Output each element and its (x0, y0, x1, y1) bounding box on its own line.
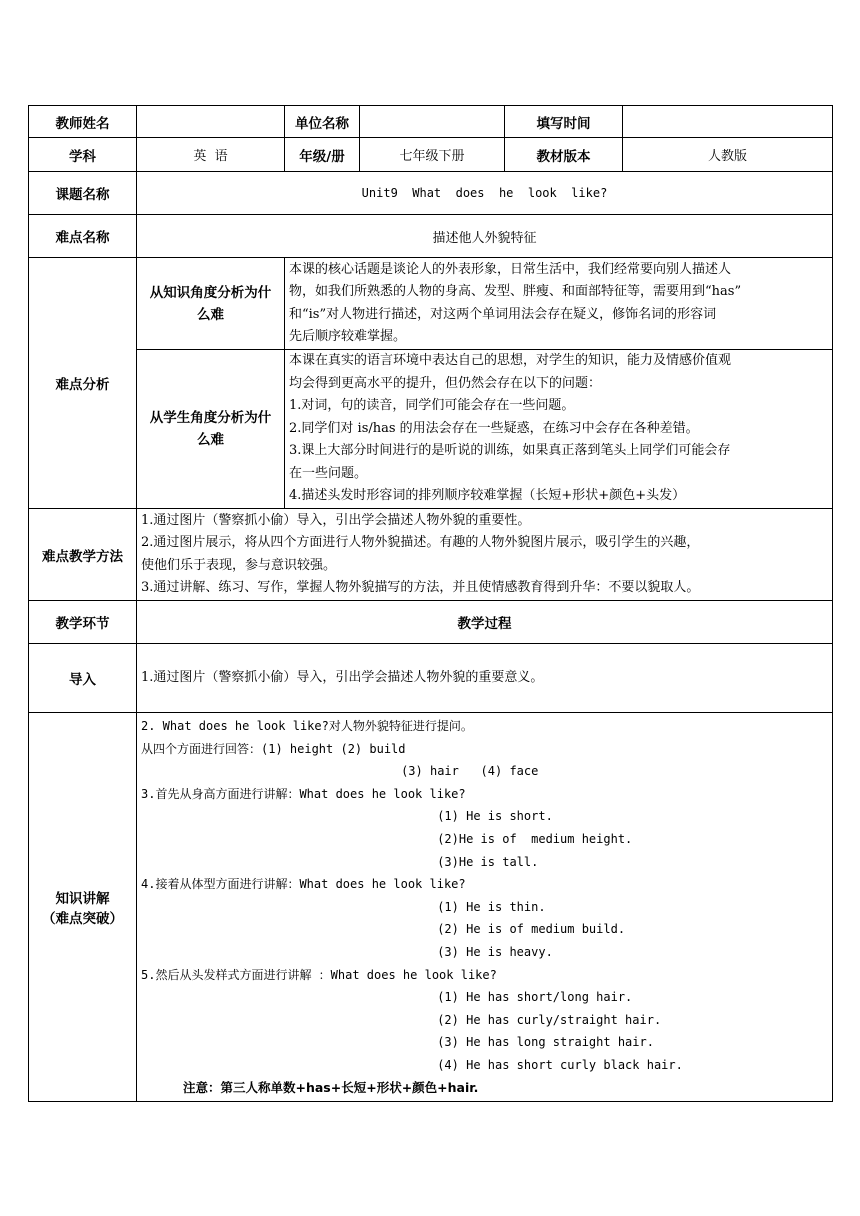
knowledge-line: 从四个方面进行回答：(1) height (2) build (141, 741, 406, 756)
topic-value: Unit9 What does he look like? (137, 172, 833, 215)
text-line: 使他们乐于表现，参与意识较强。 (141, 557, 337, 573)
text-line: 本课的核心话题是谈论人的外表形象，日常生活中，我们经常要向别人描述人 (289, 261, 732, 277)
fill-date-label: 填写时间 (505, 106, 623, 138)
analysis-label: 难点分析 (29, 258, 137, 509)
header-row-1 (29, 106, 833, 138)
teacher-name-label: 教师姓名 (29, 106, 137, 138)
text-line: 本课在真实的语言环境中表达自己的思想，对学生的知识，能力及情感价值观 (289, 353, 732, 369)
text-line: 在一些问题。 (289, 465, 368, 481)
grade-label: 年级/册 (285, 138, 360, 172)
student-angle-text (285, 350, 833, 509)
text-line: 1.对词，句的读音，同学们可能会存在一些问题。 (289, 398, 575, 414)
knowledge-line: (3)He is tall. (141, 854, 539, 869)
knowledge-line: 5.然后从头发样式方面进行讲解 ：What does he look like? (141, 967, 497, 982)
edition-value: 人教版 (623, 138, 833, 172)
header-row-2 (29, 138, 833, 172)
intro-row (29, 644, 833, 713)
grade-value: 七年级下册 (360, 138, 505, 172)
text-line: 3.通过讲解、练习、写作，掌握人物外貌描写的方法，并且使情感教育得到升华：不要以貌取人。 (141, 580, 700, 595)
knowledge-line: (1) He is short. (141, 809, 553, 824)
knowledge-line: 4.接着从体型方面进行讲解：What does he look like? (141, 877, 466, 892)
intro-label: 导入 (29, 644, 137, 713)
subject-label: 学科 (29, 138, 137, 172)
method-row (29, 509, 833, 601)
difficulty-label: 难点名称 (29, 215, 137, 258)
knowledge-line: (2)He is of medium height. (141, 831, 633, 846)
lesson-plan-document (28, 105, 832, 1102)
intro-text: 1.通过图片（警察抓小偷）导入，引出学会描述人物外貌的重要意义。 (137, 644, 833, 713)
lesson-plan-table (28, 105, 833, 1102)
analysis-student-row (29, 350, 833, 509)
knowledge-line: (3) He has long straight hair. (141, 1035, 654, 1050)
knowledge-label-line1: 知识讲解 (55, 891, 110, 908)
text-line: 2.同学们对 is/has 的用法会存在一些疑惑，在练习中会存在各种差错。 (289, 420, 699, 436)
knowledge-line: (3) He is heavy. (141, 944, 553, 959)
topic-row (29, 172, 833, 215)
knowledge-line: (1) He has short/long hair. (141, 990, 633, 1005)
text-line: 3.课上大部分时间进行的是听说的训练，如果真正落到笔头上同学们可能会存 (289, 443, 731, 459)
student-angle-label: 从学生角度分析为什么难 (137, 350, 285, 509)
text-line: 均会得到更高水平的提升，但仍然会存在以下的问题： (289, 375, 602, 391)
topic-label: 课题名称 (29, 172, 137, 215)
knowledge-angle-label: 从知识角度分析为什么难 (137, 258, 285, 350)
unit-name-label: 单位名称 (285, 106, 360, 138)
text-line: 4.描述头发时形容词的排列顺序较难掌握（长短+形状+颜色+头发） (289, 488, 686, 504)
fill-date-value[interactable] (623, 106, 833, 138)
text-line: 和“is”对人物进行描述，对这两个单词用法会存在疑义，修饰名词的形容词 (289, 306, 717, 322)
knowledge-line: (3) hair (4) face (141, 764, 539, 779)
process-header-row (29, 601, 833, 644)
analysis-knowledge-row (29, 258, 833, 350)
knowledge-line: 2. What does he look like?对人物外貌特征进行提问。 (141, 719, 473, 733)
knowledge-line: (2) He has curly/straight hair. (141, 1012, 662, 1027)
method-label: 难点教学方法 (29, 509, 137, 601)
knowledge-line: 3.首先从身高方面进行讲解：What does he look like? (141, 786, 466, 801)
knowledge-label-line2: （难点突破） (42, 911, 123, 928)
knowledge-content (137, 713, 833, 1102)
difficulty-value: 描述他人外貌特征 (137, 215, 833, 258)
text-line: 1.通过图片（警察抓小偷）导入，引出学会描述人物外貌的重要性。 (141, 512, 531, 528)
knowledge-angle-text (285, 258, 833, 350)
text-line: 2.通过图片展示，将从四个方面进行人物外貌描述。有趣的人物外貌图片展示，吸引学生的兴趣， (141, 535, 700, 550)
teacher-name-value[interactable] (137, 106, 285, 138)
process-header-label: 教学过程 (137, 601, 833, 644)
method-text (137, 509, 833, 601)
knowledge-line: (4) He has short curly black hair. (141, 1057, 683, 1072)
text-line: 物，如我们所熟悉的人物的身高、发型、胖瘦、和面部特征等，需要用到“has” (289, 284, 742, 299)
edition-label: 教材版本 (505, 138, 623, 172)
knowledge-row (29, 713, 833, 1102)
text-line: 先后顺序较难掌握。 (289, 329, 407, 344)
knowledge-line: (2) He is of medium build. (141, 922, 626, 937)
knowledge-line: (1) He is thin. (141, 899, 546, 914)
stage-header-label: 教学环节 (29, 601, 137, 644)
knowledge-note: 注意：第三人称单数+has+长短+形状+颜色+hair. (183, 1079, 479, 1095)
unit-name-value[interactable] (360, 106, 505, 138)
difficulty-row (29, 215, 833, 258)
subject-value: 英 语 (137, 138, 285, 172)
knowledge-label (29, 713, 137, 1102)
